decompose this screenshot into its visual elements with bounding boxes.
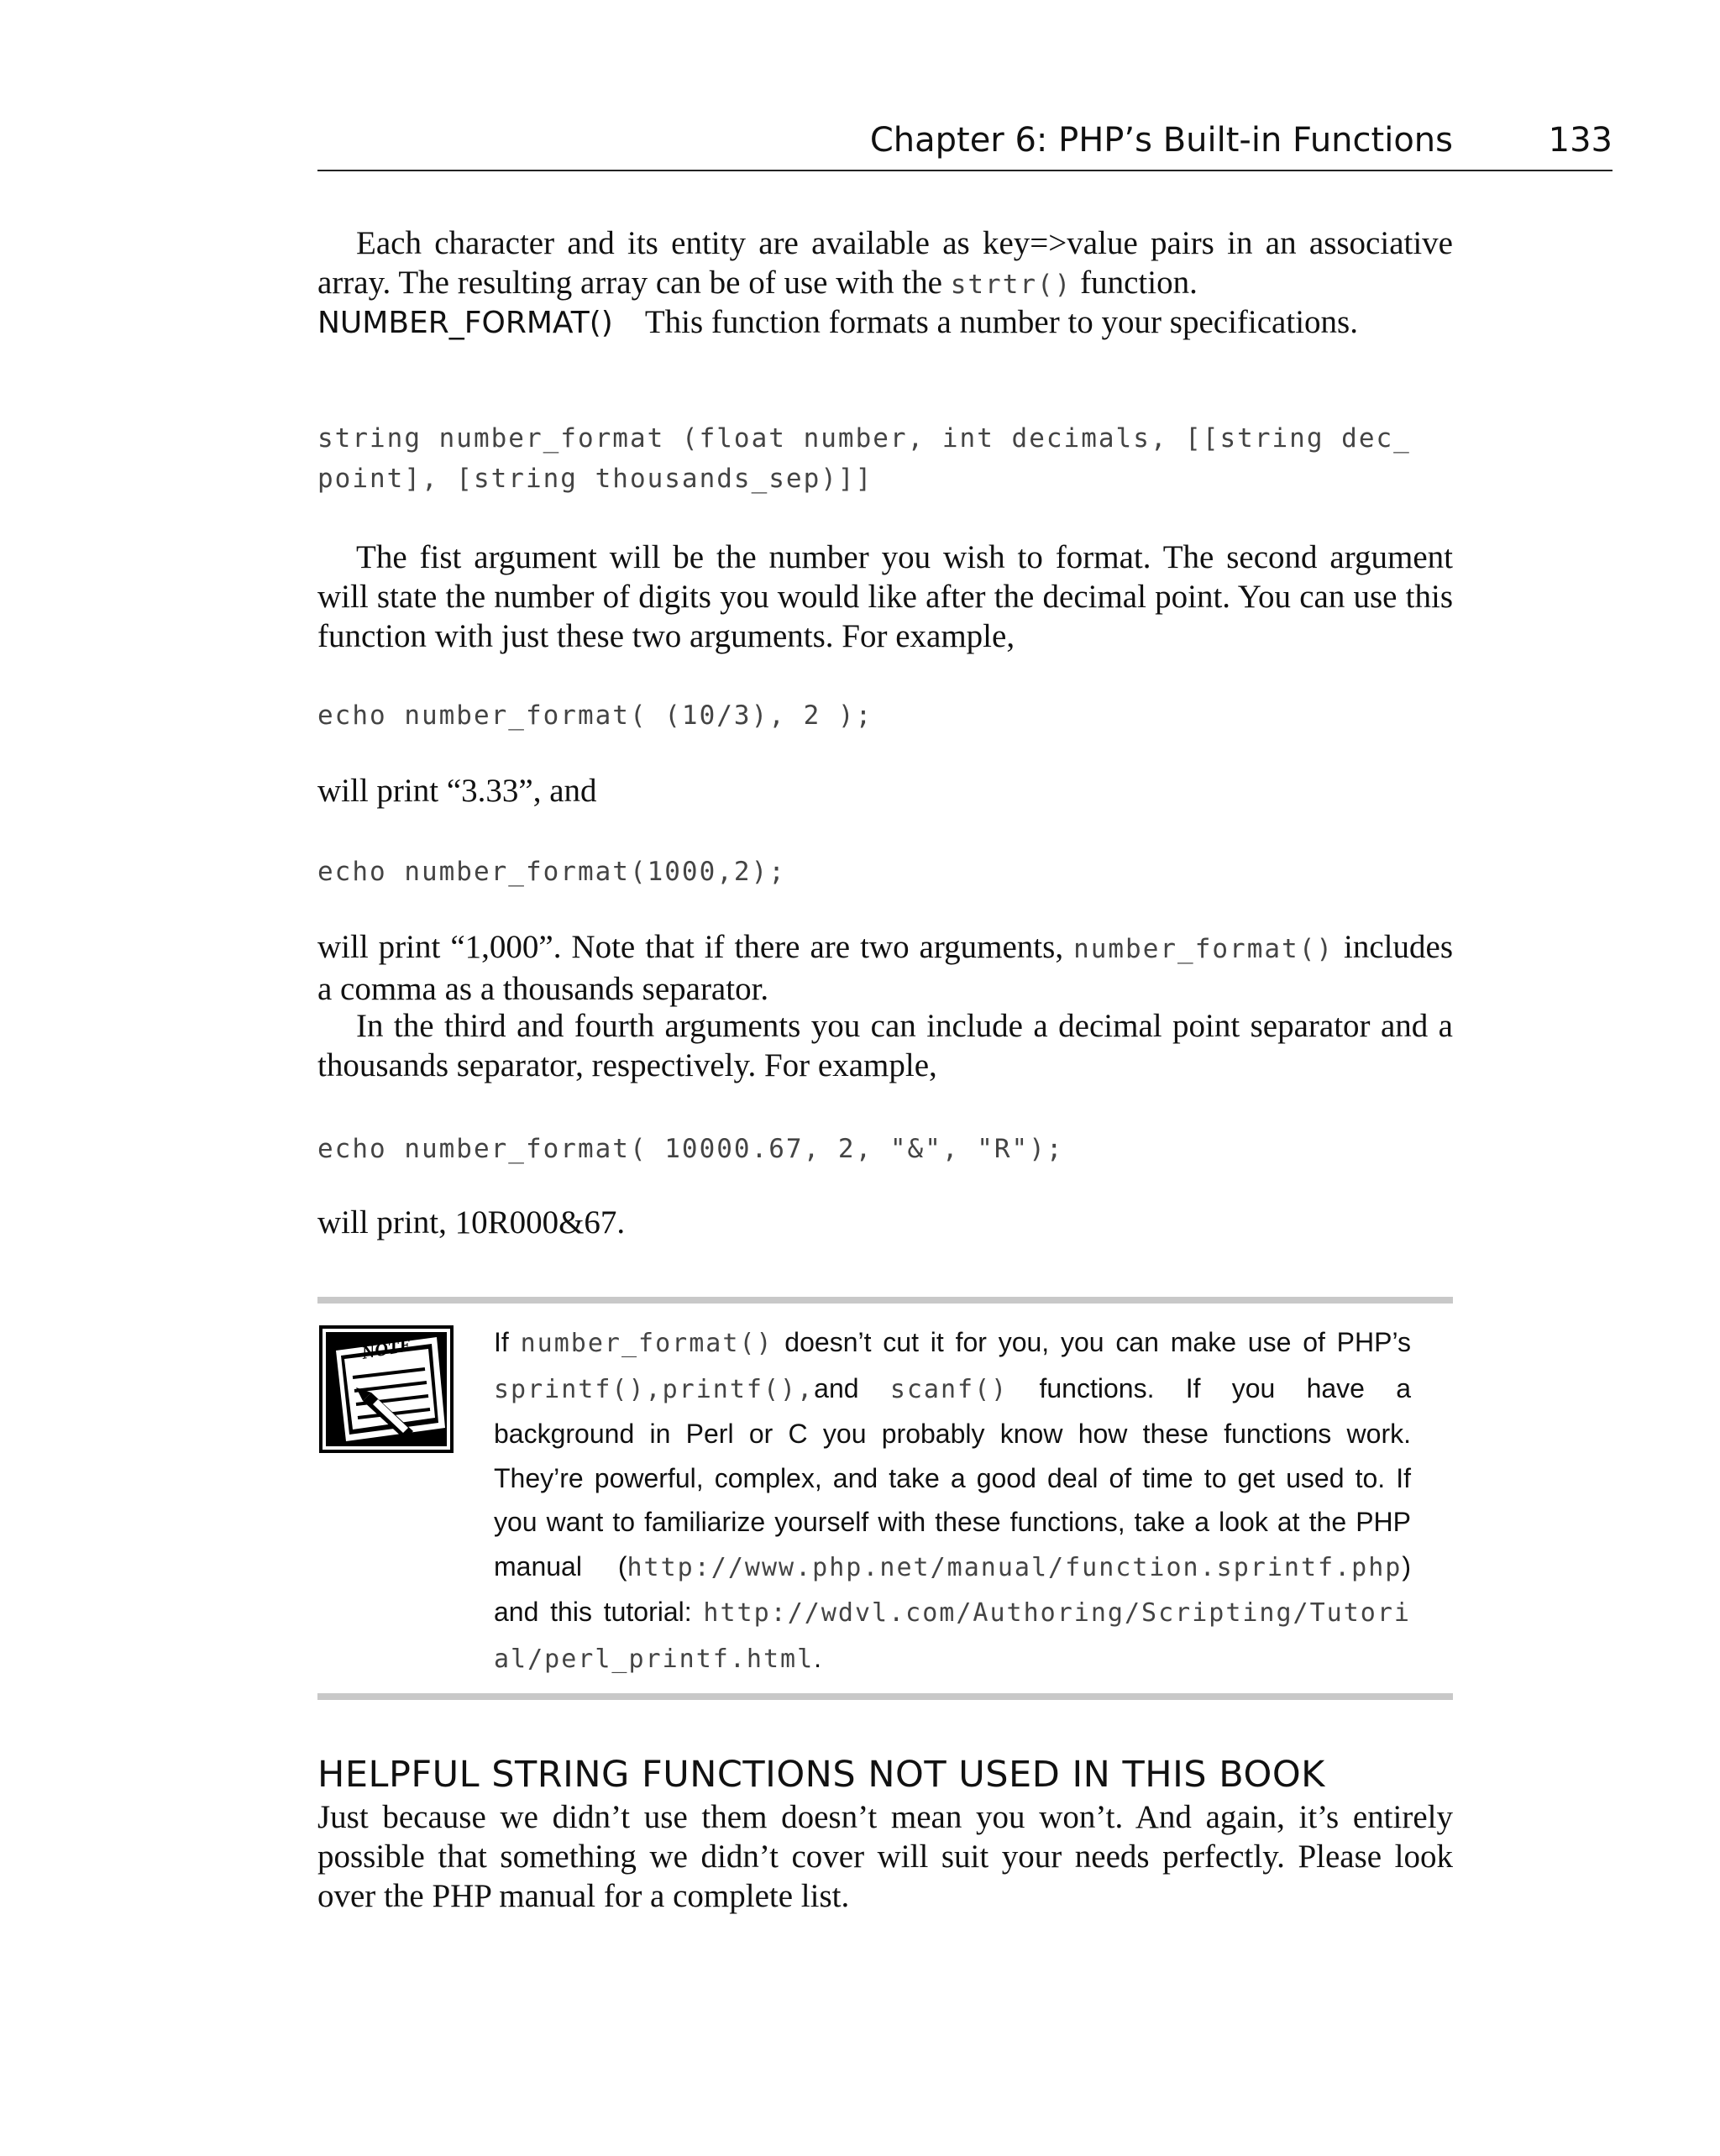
- note-text: If: [494, 1327, 521, 1357]
- note-bottom-rule: [317, 1693, 1453, 1700]
- inline-code: scanf(): [889, 1374, 1009, 1404]
- url-link[interactable]: http://wdvl.com/Authoring/Scripting/Tutorial/perl_printf.html: [494, 1598, 1411, 1674]
- paragraph-entities: [317, 223, 1453, 305]
- inline-code: number_format(): [1073, 934, 1335, 964]
- function-heading: [317, 302, 1358, 343]
- section-heading: HELPFUL STRING FUNCTIONS NOT USED IN THIS BOOK: [317, 1754, 1325, 1796]
- code-example-2: echo number_format(1000,2);: [317, 857, 786, 887]
- function-name: NUMBER_FORMAT(): [317, 306, 613, 340]
- note-text: and: [814, 1372, 890, 1403]
- note-icon: [319, 1325, 454, 1453]
- note-icon-label: NOTE: [359, 1333, 413, 1363]
- inline-code: sprintf(),printf(),: [494, 1374, 815, 1404]
- note-text: doesn’t cut it for you, you can make use of PHP’s: [773, 1327, 1412, 1357]
- signature-line-2: point], [string thousands_sep)]]: [317, 464, 873, 494]
- code-example-1: echo number_format( (10/3), 2 );: [317, 700, 873, 731]
- function-description: This function formats a number to your specifications.: [644, 304, 1358, 340]
- note-top-rule: [317, 1297, 1453, 1304]
- signature-line-1: string number_format (float number, int decimals, [[string dec_: [317, 423, 1411, 454]
- note-box-text: [494, 1320, 1411, 1681]
- note-text: .: [814, 1642, 822, 1673]
- section-body: Just because we didn’t use them doesn’t mean you won’t. And again, it’s entirely possible that something we didn’t cover will suit your needs perfectly. Please look over the PHP manual for a complete list.: [317, 1799, 1453, 1914]
- inline-code: strtr(): [950, 270, 1072, 300]
- paragraph-text: function.: [1072, 265, 1198, 301]
- page-number: 133: [1548, 121, 1612, 160]
- paragraph-result-3: will print, 10R000&67.: [317, 1204, 626, 1241]
- url-link[interactable]: http://www.php.net/manual/function.sprintf.php: [627, 1552, 1403, 1582]
- running-header: [317, 118, 1612, 171]
- paragraph-text: includes a comma as a thousands separator.: [317, 929, 1453, 1007]
- paragraph-arguments: The fist argument will be the number you wish to format. The second argument will state the number of digits you would like after the decimal point. You can use this function with just these two arguments. For example,: [317, 539, 1453, 654]
- paragraph-result-1: will print “3.33”, and: [317, 773, 597, 809]
- inline-code: number_format(): [520, 1329, 773, 1358]
- paragraph-text: Each character and its entity are available as key=>value pairs in an associative array. The resulting array can be of use with the: [317, 225, 1453, 301]
- paragraph-separators: In the third and fourth arguments you can include a decimal point separator and a thousands separator, respectively. For example,: [317, 1008, 1453, 1083]
- note-text: ) and this tutorial:: [494, 1550, 1411, 1627]
- code-example-3: echo number_format( 10000.67, 2, "&", "R");: [317, 1134, 1064, 1164]
- paragraph-text: will print “1,000”. Note that if there are two arguments,: [317, 929, 1074, 965]
- note-text: functions. If you have a background in Perl or C you probably know how these functions work. They’re powerful, complex, and take a good deal of time to get used to. If you want to familiarize yourself with these functions, take a look at the PHP manual (: [494, 1372, 1412, 1582]
- paragraph-result-2: [317, 927, 1453, 1009]
- chapter-title: Chapter 6: PHP’s Built-in Functions: [869, 121, 1453, 160]
